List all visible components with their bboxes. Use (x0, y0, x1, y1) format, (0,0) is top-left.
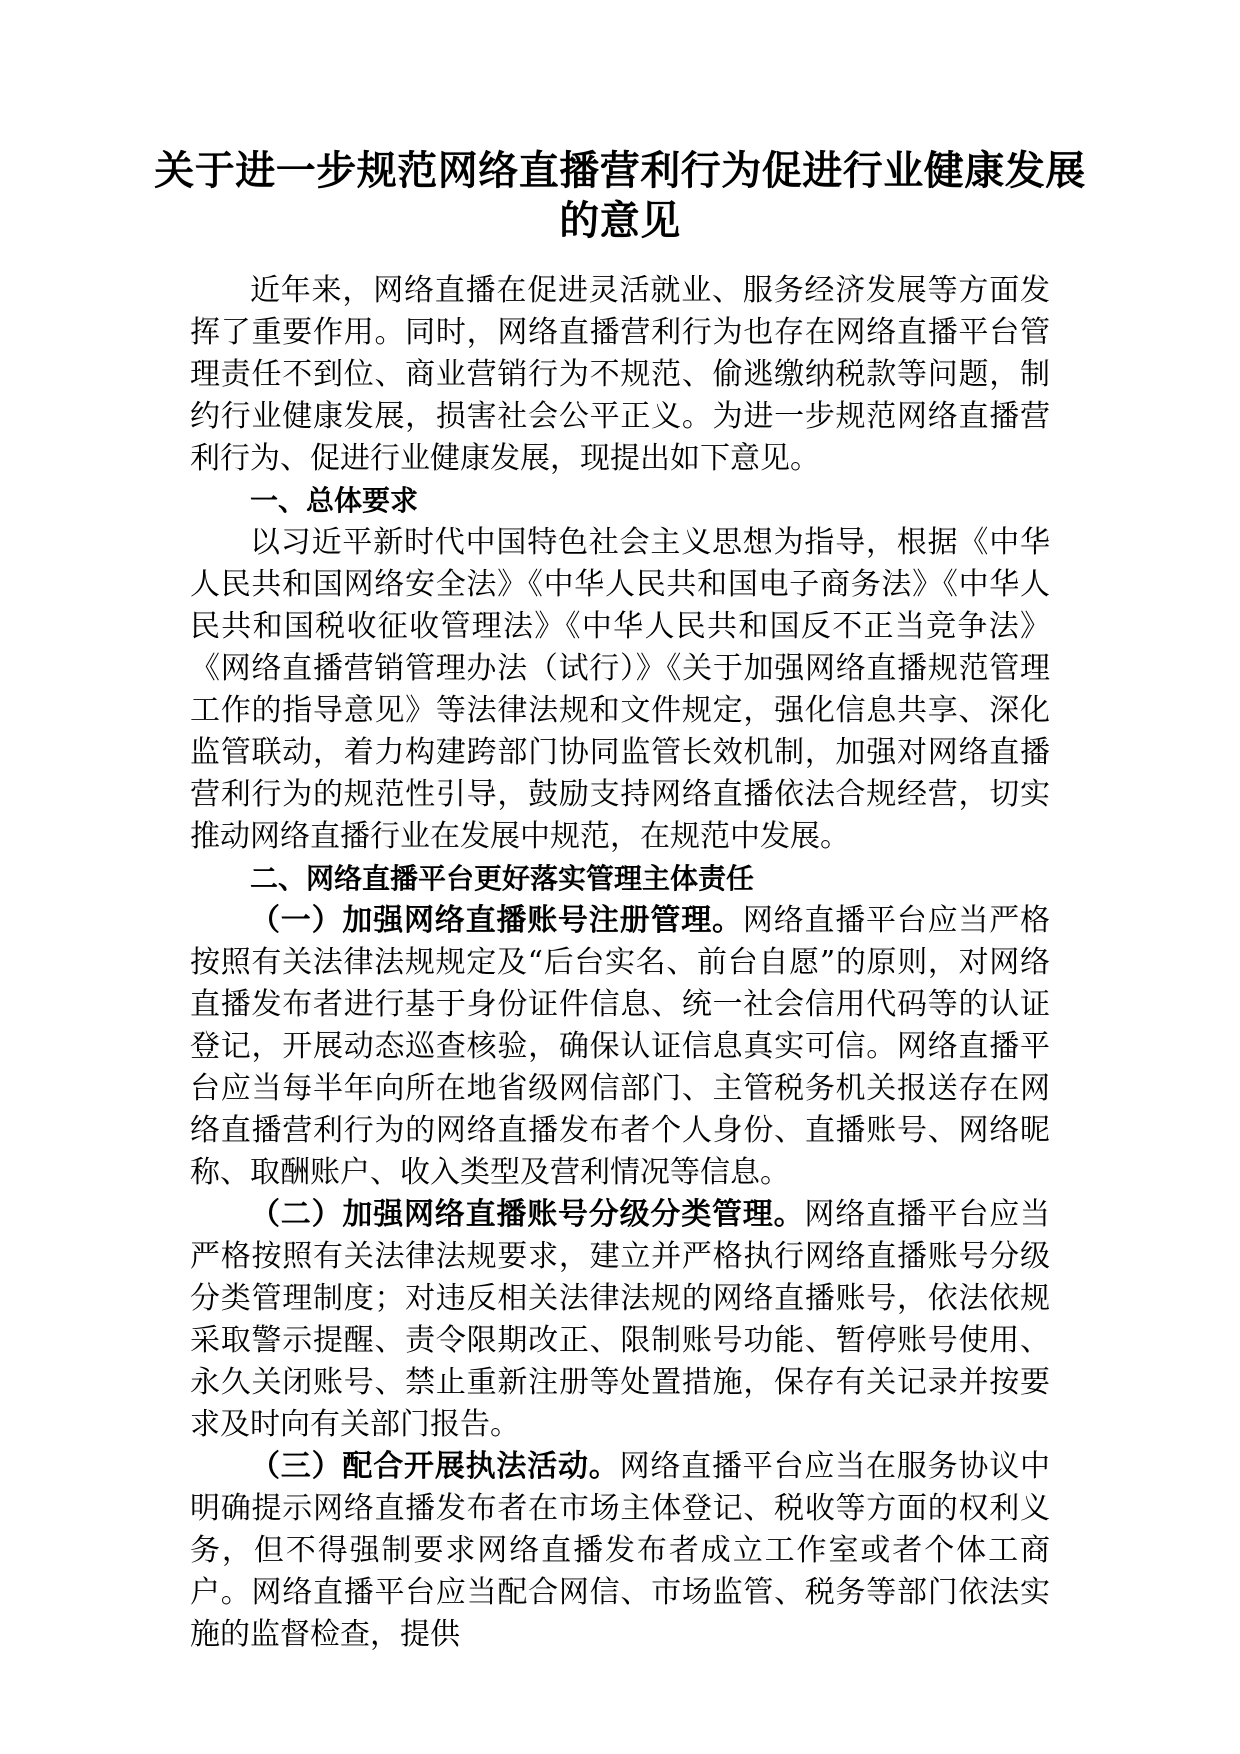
section-1-heading: 一、总体要求 (250, 484, 419, 517)
section-2-item-1 (190, 900, 1050, 1194)
item-1-lead: （一）加强网络直播账号注册管理。 (250, 903, 743, 938)
section-2-heading: 二、网络直播平台更好落实管理主体责任 (250, 862, 755, 895)
item-2-text: 网络直播平台应当严格按照有关法律法规要求，建立并严格执行网络直播账号分级分类管理制度；对违反相关法律法规的网络直播账号，依法依规采取警示提醒、责令限期改正、限制账号功能、暂停账号使用、永久关闭账号、禁止重新注册等处置措施，保存有关记录并按要求及时向有关部门报告。 (190, 1197, 1051, 1442)
title-line-2: 的意见 (559, 197, 681, 244)
section-1-paragraph: 以习近平新时代中国特色社会主义思想为指导，根据《中华人民共和国网络安全法》《中华人民共和国电子商务法》《中华人民共和国税收征收管理法》《中华人民共和国反不正当竞争法》《网络直播营销管理办法（试行）》《关于加强网络直播规范管理工作的指导意见》等法律法规和文件规定，强化信息共享、深化监管联动，着力构建跨部门协同监管长效机制，加强对网络直播营利行为的规范性引导，鼓励支持网络直播依法合规经营，切实推动网络直播行业在发展中规范，在规范中发展。 (190, 525, 1050, 854)
intro-paragraph: 近年来，网络直播在促进灵活就业、服务经济发展等方面发挥了重要作用。同时，网络直播营利行为也存在网络直播平台管理责任不到位、商业营销行为不规范、偷逃缴纳税款等问题，制约行业健康发展，损害社会公平正义。为进一步规范网络直播营利行为、促进行业健康发展，现提出如下意见。 (190, 273, 1050, 476)
document-title (0, 146, 1240, 246)
section-2-item-3 (190, 1446, 1050, 1656)
item-2-lead: （二）加强网络直播账号分级分类管理。 (250, 1197, 805, 1232)
title-line-1: 关于进一步规范网络直播营利行为促进行业健康发展 (154, 147, 1086, 194)
item-3-text: 网络直播平台应当在服务协议中明确提示网络直播发布者在市场主体登记、税收等方面的权利义务，但不得强制要求网络直播发布者成立工作室或者个体工商户。网络直播平台应当配合网信、市场监管、税务等部门依法实施的监督检查，提供 (190, 1449, 1051, 1652)
document-body (190, 270, 1050, 1656)
item-3-lead: （三）配合开展执法活动。 (250, 1449, 620, 1484)
section-2-item-2 (190, 1194, 1050, 1446)
item-1-text: 网络直播平台应当严格按照有关法律法规规定及“后台实名、前台自愿”的原则，对网络直播发布者进行基于身份证件信息、统一社会信用代码等的认证登记，开展动态巡查核验，确保认证信息真实可信。网络直播平台应当每半年向所在地省级网信部门、主管税务机关报送存在网络直播营利行为的网络直播发布者个人身份、直播账号、网络昵称、取酬账户、收入类型及营利情况等信息。 (190, 903, 1051, 1190)
